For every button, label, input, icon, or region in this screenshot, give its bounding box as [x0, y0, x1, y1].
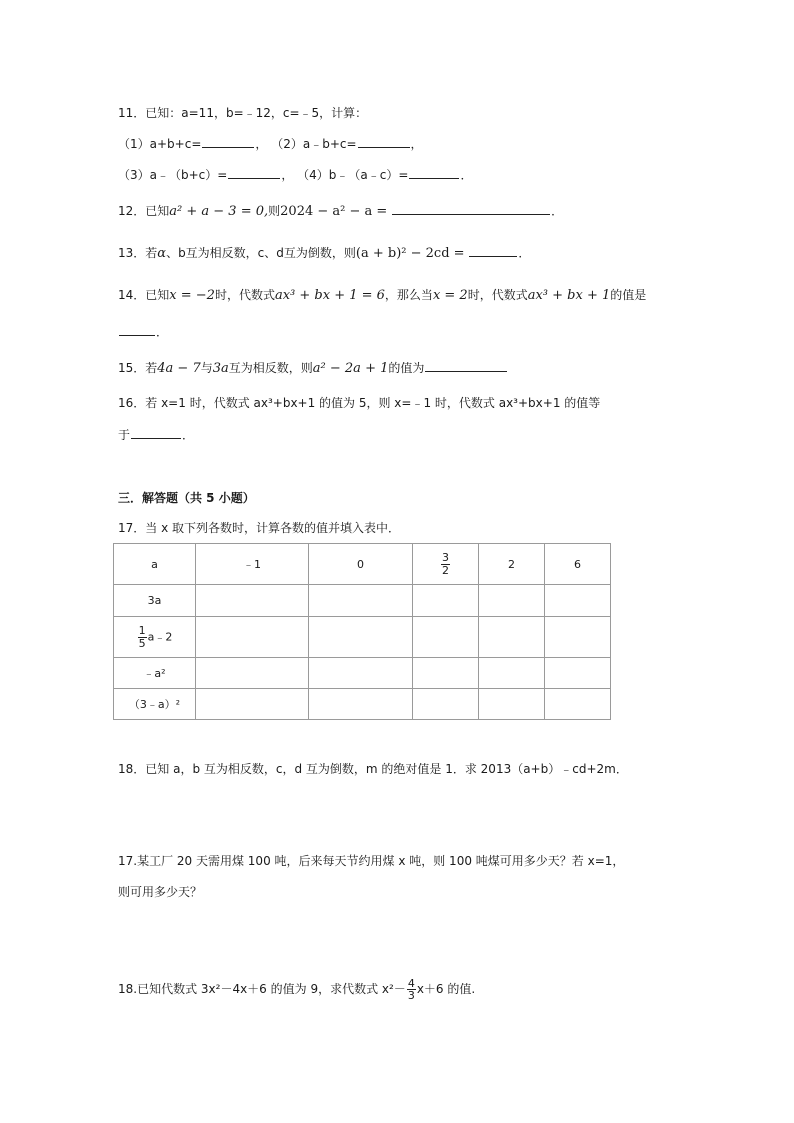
q17b-line1: 17.某工厂 20 天需用煤 100 吨，后来每天节约用煤 x 吨，则 100 吨煤可用多少天？若 x=1，	[118, 854, 625, 868]
q12-condition: a² + a − 3 = 0,	[169, 204, 269, 219]
fraction-denominator: 2	[442, 563, 449, 577]
q15-expr: 4a − 7	[157, 361, 201, 376]
table-cell[interactable]	[196, 658, 309, 689]
punct: ．	[518, 246, 531, 260]
table-cell[interactable]	[413, 689, 479, 720]
fraction-denominator: 5	[138, 636, 146, 650]
table-row	[114, 585, 611, 617]
table-cell[interactable]	[196, 617, 309, 658]
table-cell[interactable]	[479, 585, 545, 617]
q15-answer-blank[interactable]	[425, 360, 507, 372]
table-header-cell	[413, 544, 479, 585]
table-cell[interactable]	[309, 689, 413, 720]
q11-parts-row1	[118, 136, 423, 152]
q16-line1: 16．若 x=1 时，代数式 ax³+bx+1 的值为 5，则 x=﹣1 时，代数式 ax³+bx+1 的值等	[118, 396, 601, 410]
q11-part3-blank[interactable]	[228, 167, 280, 179]
table-cell[interactable]	[309, 585, 413, 617]
q15-text: 与	[200, 361, 213, 375]
table-header-cell: 2	[479, 544, 545, 585]
table-cell[interactable]	[413, 585, 479, 617]
section-heading: 三．解答题（共 5 小题）	[118, 491, 255, 505]
punct: ．	[182, 428, 195, 442]
table-row	[114, 658, 611, 689]
table-header-cell: 6	[545, 544, 611, 585]
q11-part4-blank[interactable]	[409, 167, 459, 179]
table-header-cell: ﹣1	[196, 544, 309, 585]
q13-number: 13．若	[118, 246, 158, 260]
q14-text: ，那么当	[384, 288, 433, 302]
q11-part1-label: （1）a+b+c=	[118, 137, 202, 151]
q12	[118, 203, 563, 220]
table-header-cell: 0	[309, 544, 413, 585]
q15-expr: a² − 2a + 1	[312, 361, 389, 376]
q11-part2-label: （2）a﹣b+c=	[271, 137, 357, 151]
q18b-text: 18.已知代数式 3x²－4x＋6 的值为 9，求代数式 x²－	[118, 982, 406, 996]
q13-text: 、b互为相反数，c、d互为倒数，则	[166, 246, 356, 260]
table-cell[interactable]	[309, 617, 413, 658]
fraction	[138, 625, 147, 650]
q15-expr: 3a	[212, 361, 229, 376]
q14-expr: x = 2	[432, 288, 468, 303]
fraction-numerator: 1	[138, 623, 146, 637]
q13-answer-blank[interactable]	[469, 245, 517, 257]
q17-value-table	[113, 543, 611, 720]
punct: ．	[551, 204, 564, 218]
table-row-label: （3﹣a）²	[114, 689, 196, 720]
punct: ，	[410, 137, 423, 151]
q14-line2	[118, 324, 168, 340]
fraction-denominator: 3	[407, 989, 415, 1002]
q14-line1	[118, 287, 646, 304]
q14-text: 的值是	[610, 288, 647, 302]
q14-text: 时，代数式	[214, 288, 275, 302]
table-cell[interactable]	[309, 658, 413, 689]
q15-number: 15．若	[118, 361, 158, 375]
table-row-label: 3a	[114, 585, 196, 617]
q13-expression: (a + b)² − 2cd =	[355, 246, 465, 261]
punct: ．	[156, 325, 169, 339]
table-cell[interactable]	[413, 617, 479, 658]
q13	[118, 245, 530, 262]
q11-part4-label: （4）b﹣（a﹣c）=	[297, 168, 409, 182]
table-cell[interactable]	[545, 658, 611, 689]
row-label-text: a﹣2	[147, 630, 173, 643]
q14-expr: ax³ + bx + 1 = 6	[274, 288, 385, 303]
table-cell[interactable]	[545, 689, 611, 720]
table-cell[interactable]	[545, 585, 611, 617]
q17-stem: 17．当 x 取下列各数时，计算各数的值并填入表中．	[118, 521, 401, 535]
punct: ，	[255, 137, 268, 151]
q16-text: 于	[118, 428, 131, 442]
table-row	[114, 689, 611, 720]
q11-part1-blank[interactable]	[202, 136, 254, 148]
q11-part2-blank[interactable]	[358, 136, 410, 148]
table-row-label: ﹣a²	[114, 658, 196, 689]
q18: 18．已知 a，b 互为相反数，c，d 互为倒数，m 的绝对值是 1．求 2013（a+b）﹣cd+2m．	[118, 762, 628, 776]
q14-expr: x = −2	[169, 288, 215, 303]
table-header-cell: a	[114, 544, 196, 585]
table-cell[interactable]	[479, 658, 545, 689]
q14-expr: ax³ + bx + 1	[527, 288, 611, 303]
q18b	[118, 977, 475, 1001]
table-row-label	[114, 617, 196, 658]
q12-connector: 则	[268, 204, 281, 218]
table-cell[interactable]	[413, 658, 479, 689]
table-cell[interactable]	[479, 617, 545, 658]
fraction	[407, 978, 416, 1001]
table-row	[114, 617, 611, 658]
table-row	[114, 544, 611, 585]
fraction-numerator: 4	[407, 977, 415, 990]
q14-number: 14．已知	[118, 288, 170, 302]
q14-text: 时，代数式	[467, 288, 528, 302]
q14-answer-blank[interactable]	[119, 324, 155, 336]
table-cell[interactable]	[196, 585, 309, 617]
q15	[118, 360, 508, 377]
fraction	[441, 552, 450, 577]
table-cell[interactable]	[479, 689, 545, 720]
q11-parts-row2	[118, 167, 472, 183]
q16-answer-blank[interactable]	[131, 427, 181, 439]
table-cell[interactable]	[196, 689, 309, 720]
punct: ，	[281, 168, 294, 182]
punct: ．	[460, 168, 473, 182]
q11-stem: 11．已知：a=11，b=﹣12，c=﹣5，计算：	[118, 106, 368, 120]
q11-part3-label: （3）a﹣（b+c）=	[118, 168, 228, 182]
q13-variable: α	[157, 246, 167, 261]
q15-text: 互为相反数，则	[228, 361, 313, 375]
q16-line2	[118, 427, 194, 443]
q17b-line2: 则可用多少天？	[118, 885, 203, 899]
table-cell[interactable]	[545, 617, 611, 658]
q15-text: 的值为	[388, 361, 425, 375]
q12-expression: 2024 − a² − a =	[280, 204, 388, 219]
q12-answer-blank[interactable]	[392, 203, 550, 215]
q12-number: 12．已知	[118, 204, 170, 218]
fraction-numerator: 3	[442, 550, 449, 564]
q18b-text: x＋6 的值.	[416, 982, 476, 996]
